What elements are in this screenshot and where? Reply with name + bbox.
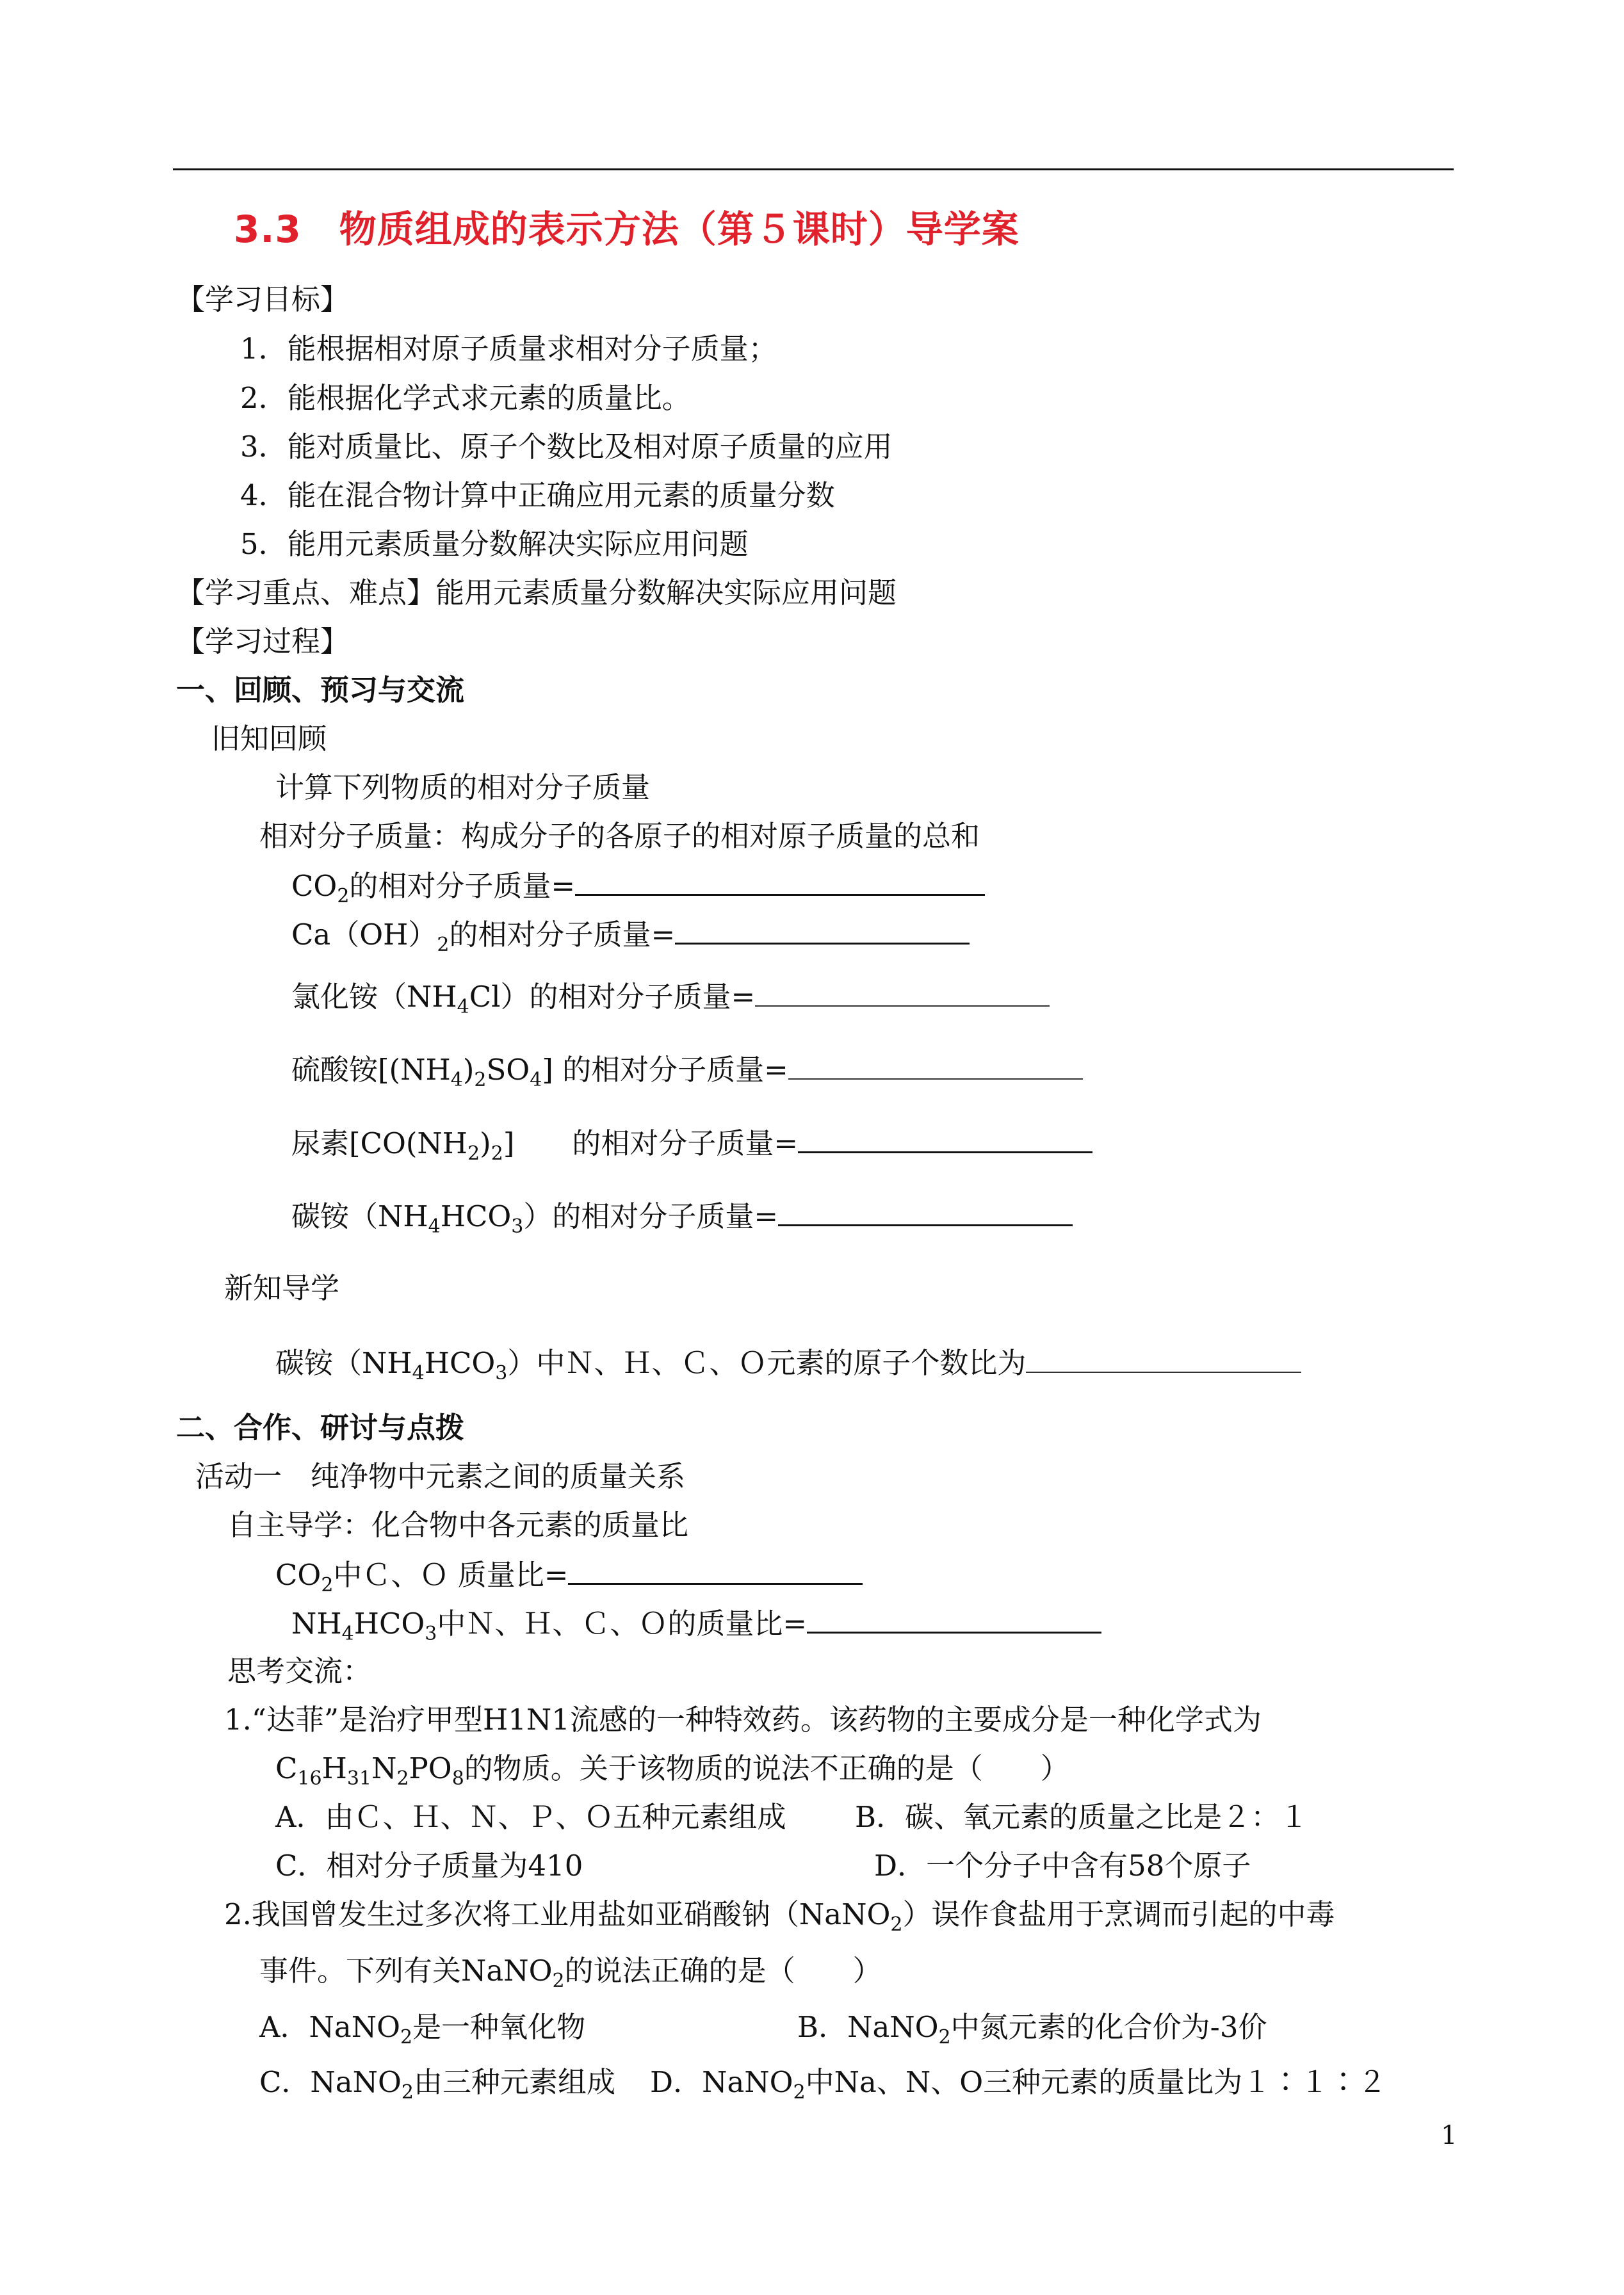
process-heading: 【学习过程】 [176, 624, 350, 658]
answer-blank[interactable] [575, 866, 985, 896]
answer-blank[interactable] [788, 1050, 1083, 1080]
question-caoh2-mass: $Ca(OH)_2$的相对分子质量= [291, 914, 970, 954]
answer-blank[interactable] [1026, 1343, 1301, 1373]
question-2-option-d[interactable]: D．NaNO$_2$中Na、N、O三种元素的质量比为１∶１∶２ [650, 2065, 1387, 2104]
question-atom-ratio: 碳铵$(NH_4HCO_3)$中Ｎ、Ｈ、Ｃ、Ｏ元素的原子个数比为 [275, 1343, 1301, 1383]
question-1-formula: $C_{16}H_{31}N_2PO_8$的物质。关于该物质的说法不正确的是（ ） [275, 1751, 1069, 1790]
objectives-heading: 【学习目标】 [176, 282, 350, 316]
objective-item: 5．能用元素质量分数解决实际应用问题 [240, 527, 749, 561]
question-nh42so4-mass: 硫酸铵$[(NH_4)_2SO_4]$ 的相对分子质量= [291, 1050, 1083, 1089]
question-urea-mass: 尿素$[CO(NH_2)_2]$ 的相对分子质量= [291, 1123, 1092, 1163]
question-2-stem: 2.我国曾发生过多次将工业用盐如亚硝酸钠（NaNO$_2$）误作食盐用于烹调而引起的中毒 [224, 1897, 1335, 1936]
question-1-stem: 1.“达菲”是治疗甲型H1N1流感的一种特效药。该药物的主要成分是一种化学式为 [224, 1703, 1262, 1737]
section2-heading: 二、合作、研讨与点拨 [176, 1411, 465, 1445]
question-nh4hco3-mass: 碳铵$(NH_4HCO_3)$的相对分子质量= [291, 1196, 1073, 1236]
self-study: 自主导学：化合物中各元素的质量比 [227, 1508, 689, 1542]
think-label: 思考交流： [227, 1654, 372, 1688]
question-nh4cl-mass: 氯化铵$(NH_4Cl)$的相对分子质量= [291, 977, 1050, 1016]
definition: 相对分子质量：构成分子的各原子的相对原子质量的总和 [259, 819, 980, 853]
activity-heading: 活动一 纯净物中元素之间的质量关系 [195, 1459, 686, 1493]
objective-item: 4．能在混合物计算中正确应用元素的质量分数 [240, 478, 835, 512]
question-nh4hco3-ratio: $NH_4HCO_3$中Ｎ、Ｈ、Ｃ、Ｏ的质量比= [291, 1603, 1101, 1643]
page-title: 3.3 物质组成的表示方法（第５课时）导学案 [234, 207, 1019, 251]
section1-heading: 一、回顾、预习与交流 [176, 673, 465, 707]
objective-item: 2．能根据化学式求元素的质量比。 [240, 381, 691, 415]
question-1-option-b[interactable]: B．碳、氧元素的质量之比是２：１ [855, 1800, 1309, 1834]
calc-prompt: 计算下列物质的相对分子质量 [275, 770, 651, 804]
answer-blank[interactable] [778, 1196, 1073, 1226]
question-1-option-a[interactable]: A．由Ｃ、Ｈ、Ｎ、Ｐ、Ｏ五种元素组成 [275, 1800, 786, 1834]
question-co2-ratio: $CO_2$中Ｃ、Ｏ 质量比= [275, 1555, 863, 1594]
answer-blank[interactable] [798, 1123, 1092, 1153]
key-points: 【学习重点、难点】能用元素质量分数解决实际应用问题 [176, 576, 897, 610]
question-co2-mass: $CO_2$的相对分子质量= [291, 866, 985, 905]
question-1-option-d[interactable]: D．一个分子中含有58个原子 [874, 1849, 1251, 1883]
new-knowledge-label: 新知导学 [224, 1271, 340, 1305]
question-2-option-c[interactable]: C．NaNO$_2$由三种元素组成 [259, 2065, 616, 2104]
question-2-stem-line2: 事件。下列有关NaNO$_2$的说法正确的是（ ） [259, 1954, 882, 1992]
header-rule [173, 168, 1454, 170]
question-2-option-b[interactable]: B．NaNO$_2$中氮元素的化合价为-3价 [797, 2010, 1267, 2048]
answer-blank[interactable] [807, 1603, 1101, 1634]
objective-item: 1．能根据相对原子质量求相对分子质量； [240, 332, 777, 366]
answer-blank[interactable] [675, 914, 970, 945]
review-label: 旧知回顾 [211, 722, 327, 756]
question-1-option-c[interactable]: C．相对分子质量为410 [275, 1849, 583, 1883]
question-2-option-a[interactable]: A．NaNO$_2$是一种氧化物 [259, 2010, 586, 2048]
answer-blank[interactable] [755, 977, 1050, 1007]
page-number: 1 [1441, 2121, 1458, 2150]
objective-item: 3．能对质量比、原子个数比及相对原子质量的应用 [240, 430, 893, 464]
answer-blank[interactable] [568, 1555, 863, 1585]
